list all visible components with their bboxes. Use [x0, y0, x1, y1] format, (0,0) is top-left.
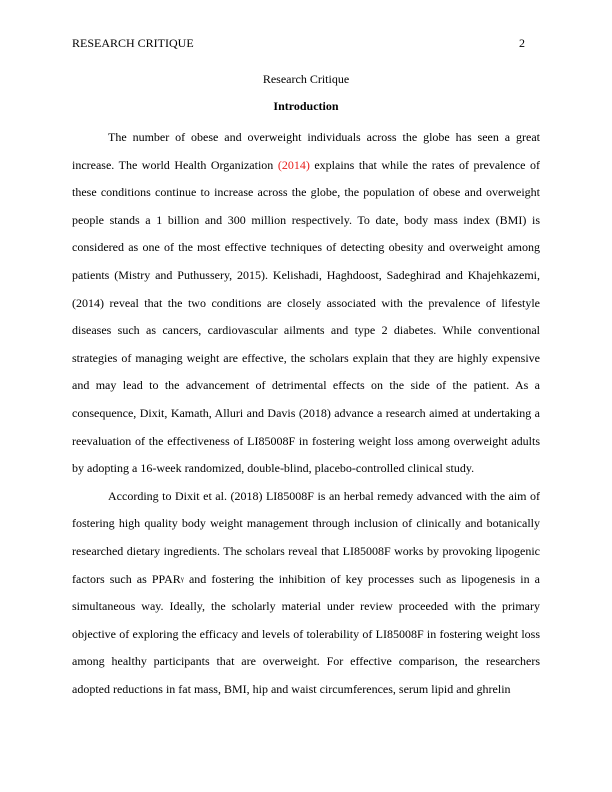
running-head: RESEARCH CRITIQUE — [72, 36, 194, 50]
body-text — [72, 124, 540, 703]
subscript-gamma: γ — [180, 574, 184, 583]
paragraph-li85008f — [72, 483, 540, 704]
paragraph-introduction — [72, 124, 540, 483]
page-header — [72, 36, 525, 52]
paragraph-text: According to Dixit et al. (2018) LI85008F is an herbal remedy advanced with the aim of fostering high quality body weight management through inclusion of clinically and botanically researched dietary ingredients. The scholars reveal that LI85008F works by provoking lipogenic factors such as PPAR — [72, 488, 540, 586]
paragraph-text: and fostering the inhibition of key processes such as lipogenesis in a simultaneous way. Ideally, the scholarly material under review proceeded with the primary objective of exploring the efficacy and levels of tolerability of LI85008F in fostering weight loss among healthy participants that are overweight. For effective comparison, the researchers adopted reductions in fat mass, BMI, hip and waist circumferences, serum lipid and ghrelin — [72, 571, 541, 696]
section-heading: Introduction — [273, 99, 339, 113]
page-number: 2 — [519, 36, 525, 50]
paragraph-text: The number of obese and overweight individuals across the globe has seen a great increase. The world Health Organization — [72, 130, 540, 172]
paragraph-text: explains that while the rates of prevalence of these conditions continue to increase across the globe, the population of obese and overweight people stands a 1 billion and 300 million respectively. To date, body mass index (BMI) is considered as one of the most effective techniques of detecting obesity and overweight among patients (Mistry and Puthussery, 2015). Kelishadi, Haghdoost, Sadeghirad and Khajehkazemi, (2014) reveal that the two conditions are closely associated with the prevalence of lifestyle diseases such as cancers, cardiovascular ailments and type 2 diabetes. While conventional strategies of managing weight are effective, the scholars explain that they are highly expensive and may lead to the advancement of detrimental effects on the side of the patient. As a consequence, Dixit, Kamath, Alluri and Davis (2018) advance a research aimed at undertaking a reevaluation of the effectiveness of LI85008F in fostering weight loss among overweight adults by adopting a 16-week randomized, double-blind, placebo-controlled clinical study. — [72, 157, 540, 476]
document-title: Research Critique — [262, 72, 350, 86]
citation-link: (2014) — [277, 157, 310, 172]
